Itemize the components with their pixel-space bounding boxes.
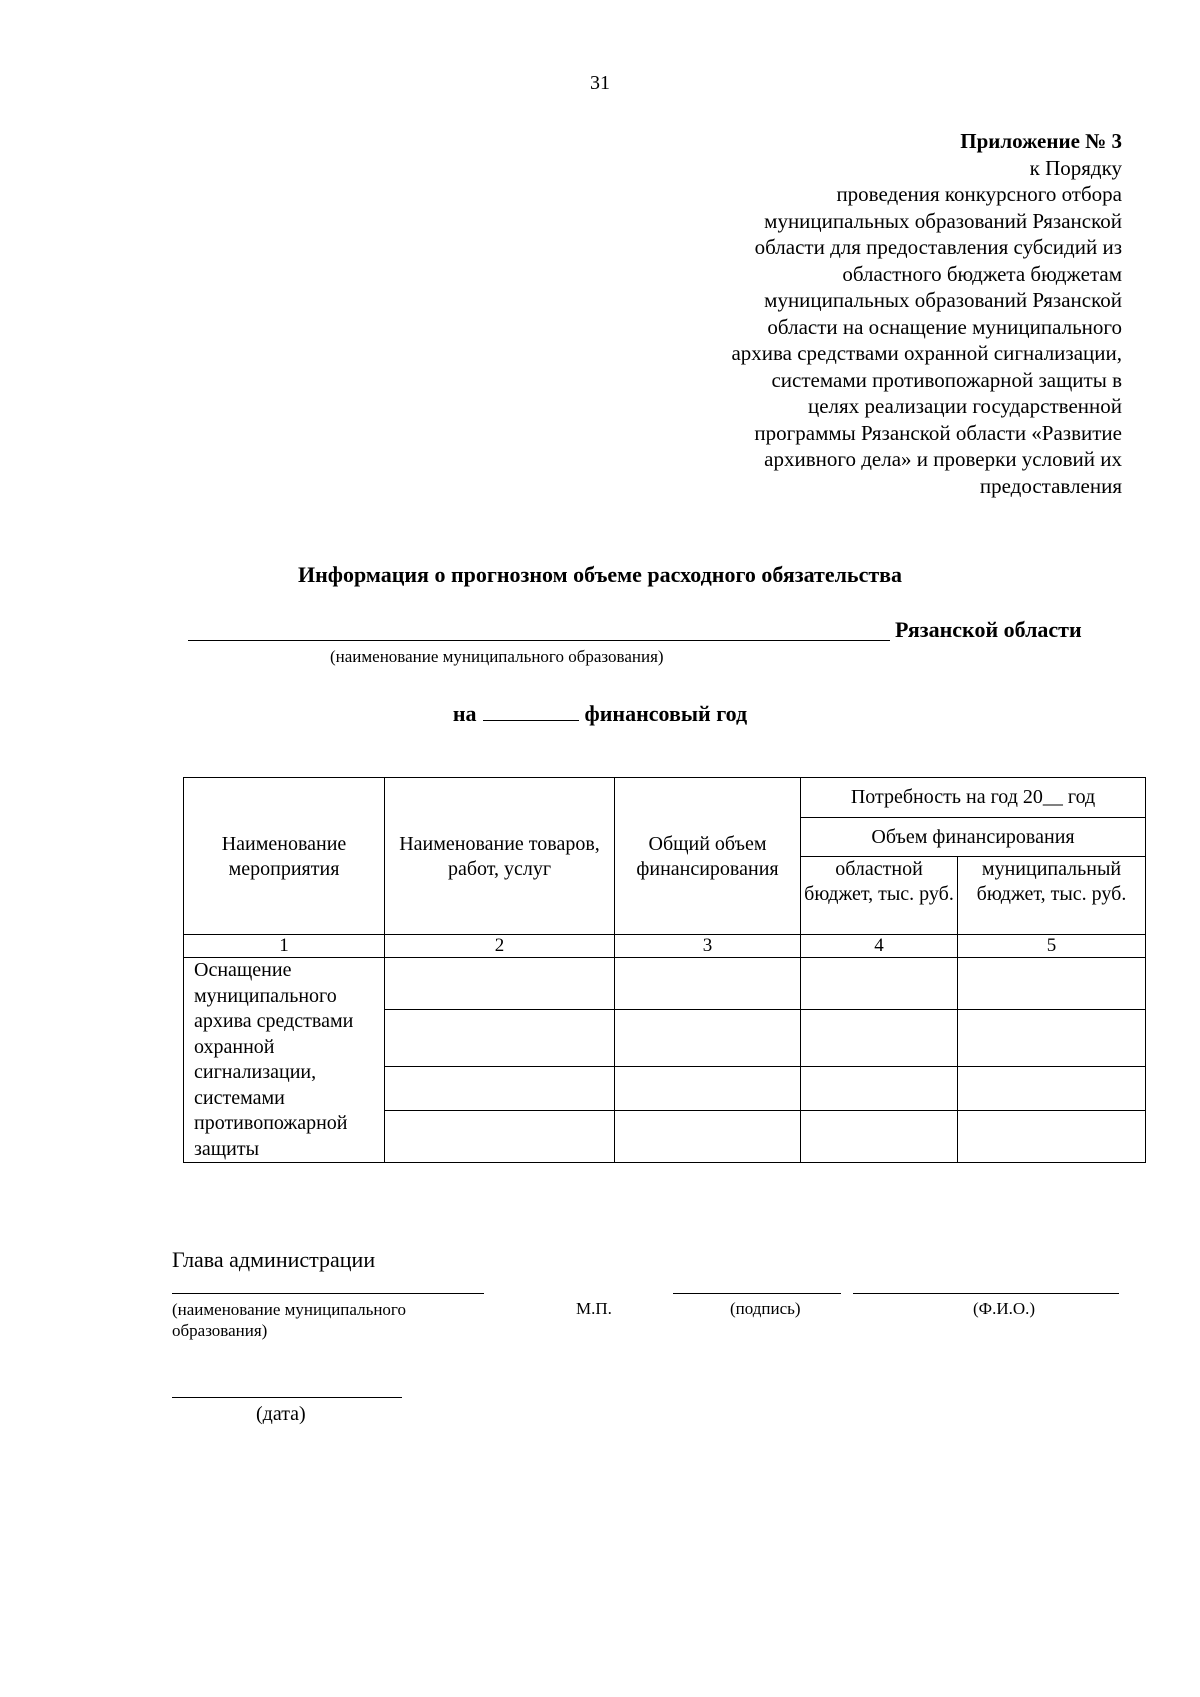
table-cell[interactable] — [385, 1009, 615, 1067]
table-cell[interactable] — [615, 958, 801, 1010]
municipality-caption: (наименование муниципального образования) — [330, 647, 664, 666]
header-total: Общий объем финансирования — [615, 778, 801, 935]
header-goods: Наименование товаров, работ, услуг — [385, 778, 615, 935]
header-activity: Наименование мероприятия — [184, 778, 385, 935]
column-number: 1 — [184, 935, 385, 958]
municipality-blank-line — [188, 640, 890, 641]
table-cell[interactable] — [958, 958, 1146, 1010]
name-caption: (Ф.И.О.) — [973, 1299, 1036, 1318]
date-line — [172, 1397, 402, 1398]
table-cell[interactable] — [615, 1111, 801, 1163]
appendix-line: областного бюджета бюджетам — [842, 261, 1122, 286]
header-volume: Объем финансирования — [801, 818, 1146, 857]
appendix-line: проведения конкурсного отбора — [836, 182, 1122, 206]
table-cell[interactable] — [385, 1111, 615, 1163]
header-municipal-budget: муниципальный бюджет, тыс. руб. — [958, 857, 1146, 935]
table-cell[interactable] — [801, 958, 958, 1010]
table-cell[interactable] — [615, 1009, 801, 1067]
appendix-line: архива средствами охранной сигнализации, — [731, 341, 1122, 365]
stamp-label: М.П. — [576, 1299, 612, 1318]
table-cell[interactable] — [801, 1067, 958, 1111]
region-name: Рязанской области — [895, 617, 1082, 642]
appendix-line: к Порядку — [1029, 155, 1122, 180]
year-suffix: финансовый год — [584, 701, 748, 726]
year-prefix: на — [452, 701, 477, 726]
appendix-line: архивного дела» и проверки условий их — [764, 447, 1122, 471]
header-need: Потребность на год 20__ год — [801, 778, 1146, 818]
appendix-line: области на оснащение муниципального — [767, 314, 1122, 339]
activity-cell: Оснащение муниципального архива средствами охранной сигнализации, системами противопожарной защиты — [184, 958, 385, 1163]
municipality-signature-caption — [172, 1299, 406, 1341]
appendix-line: предоставления — [979, 473, 1122, 498]
table-cell[interactable] — [385, 1067, 615, 1111]
table-cell[interactable] — [801, 1111, 958, 1163]
table-cell[interactable] — [615, 1067, 801, 1111]
signature-caption: (подпись) — [730, 1299, 801, 1318]
financial-year-line — [0, 700, 1200, 727]
need-table — [183, 777, 1146, 1163]
caption-line: образования) — [172, 1321, 268, 1340]
column-number: 4 — [801, 935, 958, 958]
column-number: 5 — [958, 935, 1146, 958]
document-title: Информация о прогнозном объеме расходного обязательства — [297, 562, 903, 587]
appendix-line: системами противопожарной защиты в — [771, 367, 1122, 392]
caption-line: (наименование муниципального — [172, 1300, 406, 1319]
signature-line — [673, 1293, 841, 1294]
appendix-line: программы Рязанской области «Развитие — [754, 420, 1122, 445]
header-regional-budget: областной бюджет, тыс. руб. — [801, 857, 958, 935]
column-number: 2 — [385, 935, 615, 958]
appendix-line: муниципальных образований Рязанской — [764, 288, 1122, 312]
table-cell[interactable] — [958, 1067, 1146, 1111]
appendix-line: целях реализации государственной — [808, 394, 1122, 418]
appendix-line: области для предоставления субсидий из — [754, 235, 1122, 259]
table-cell[interactable] — [385, 958, 615, 1010]
table-cell[interactable] — [801, 1009, 958, 1067]
year-blank — [483, 700, 579, 721]
appendix-title: Приложение № 3 — [960, 129, 1122, 153]
appendix-block — [562, 128, 1122, 499]
head-of-administration: Глава администрации — [172, 1247, 376, 1272]
column-number: 3 — [615, 935, 801, 958]
page-number: 31 — [590, 72, 610, 94]
name-line — [853, 1293, 1119, 1294]
appendix-line: муниципальных образований Рязанской — [764, 208, 1122, 233]
date-caption: (дата) — [256, 1403, 306, 1425]
table-cell[interactable] — [958, 1009, 1146, 1067]
municipality-signature-line — [172, 1293, 484, 1294]
table-cell[interactable] — [958, 1111, 1146, 1163]
